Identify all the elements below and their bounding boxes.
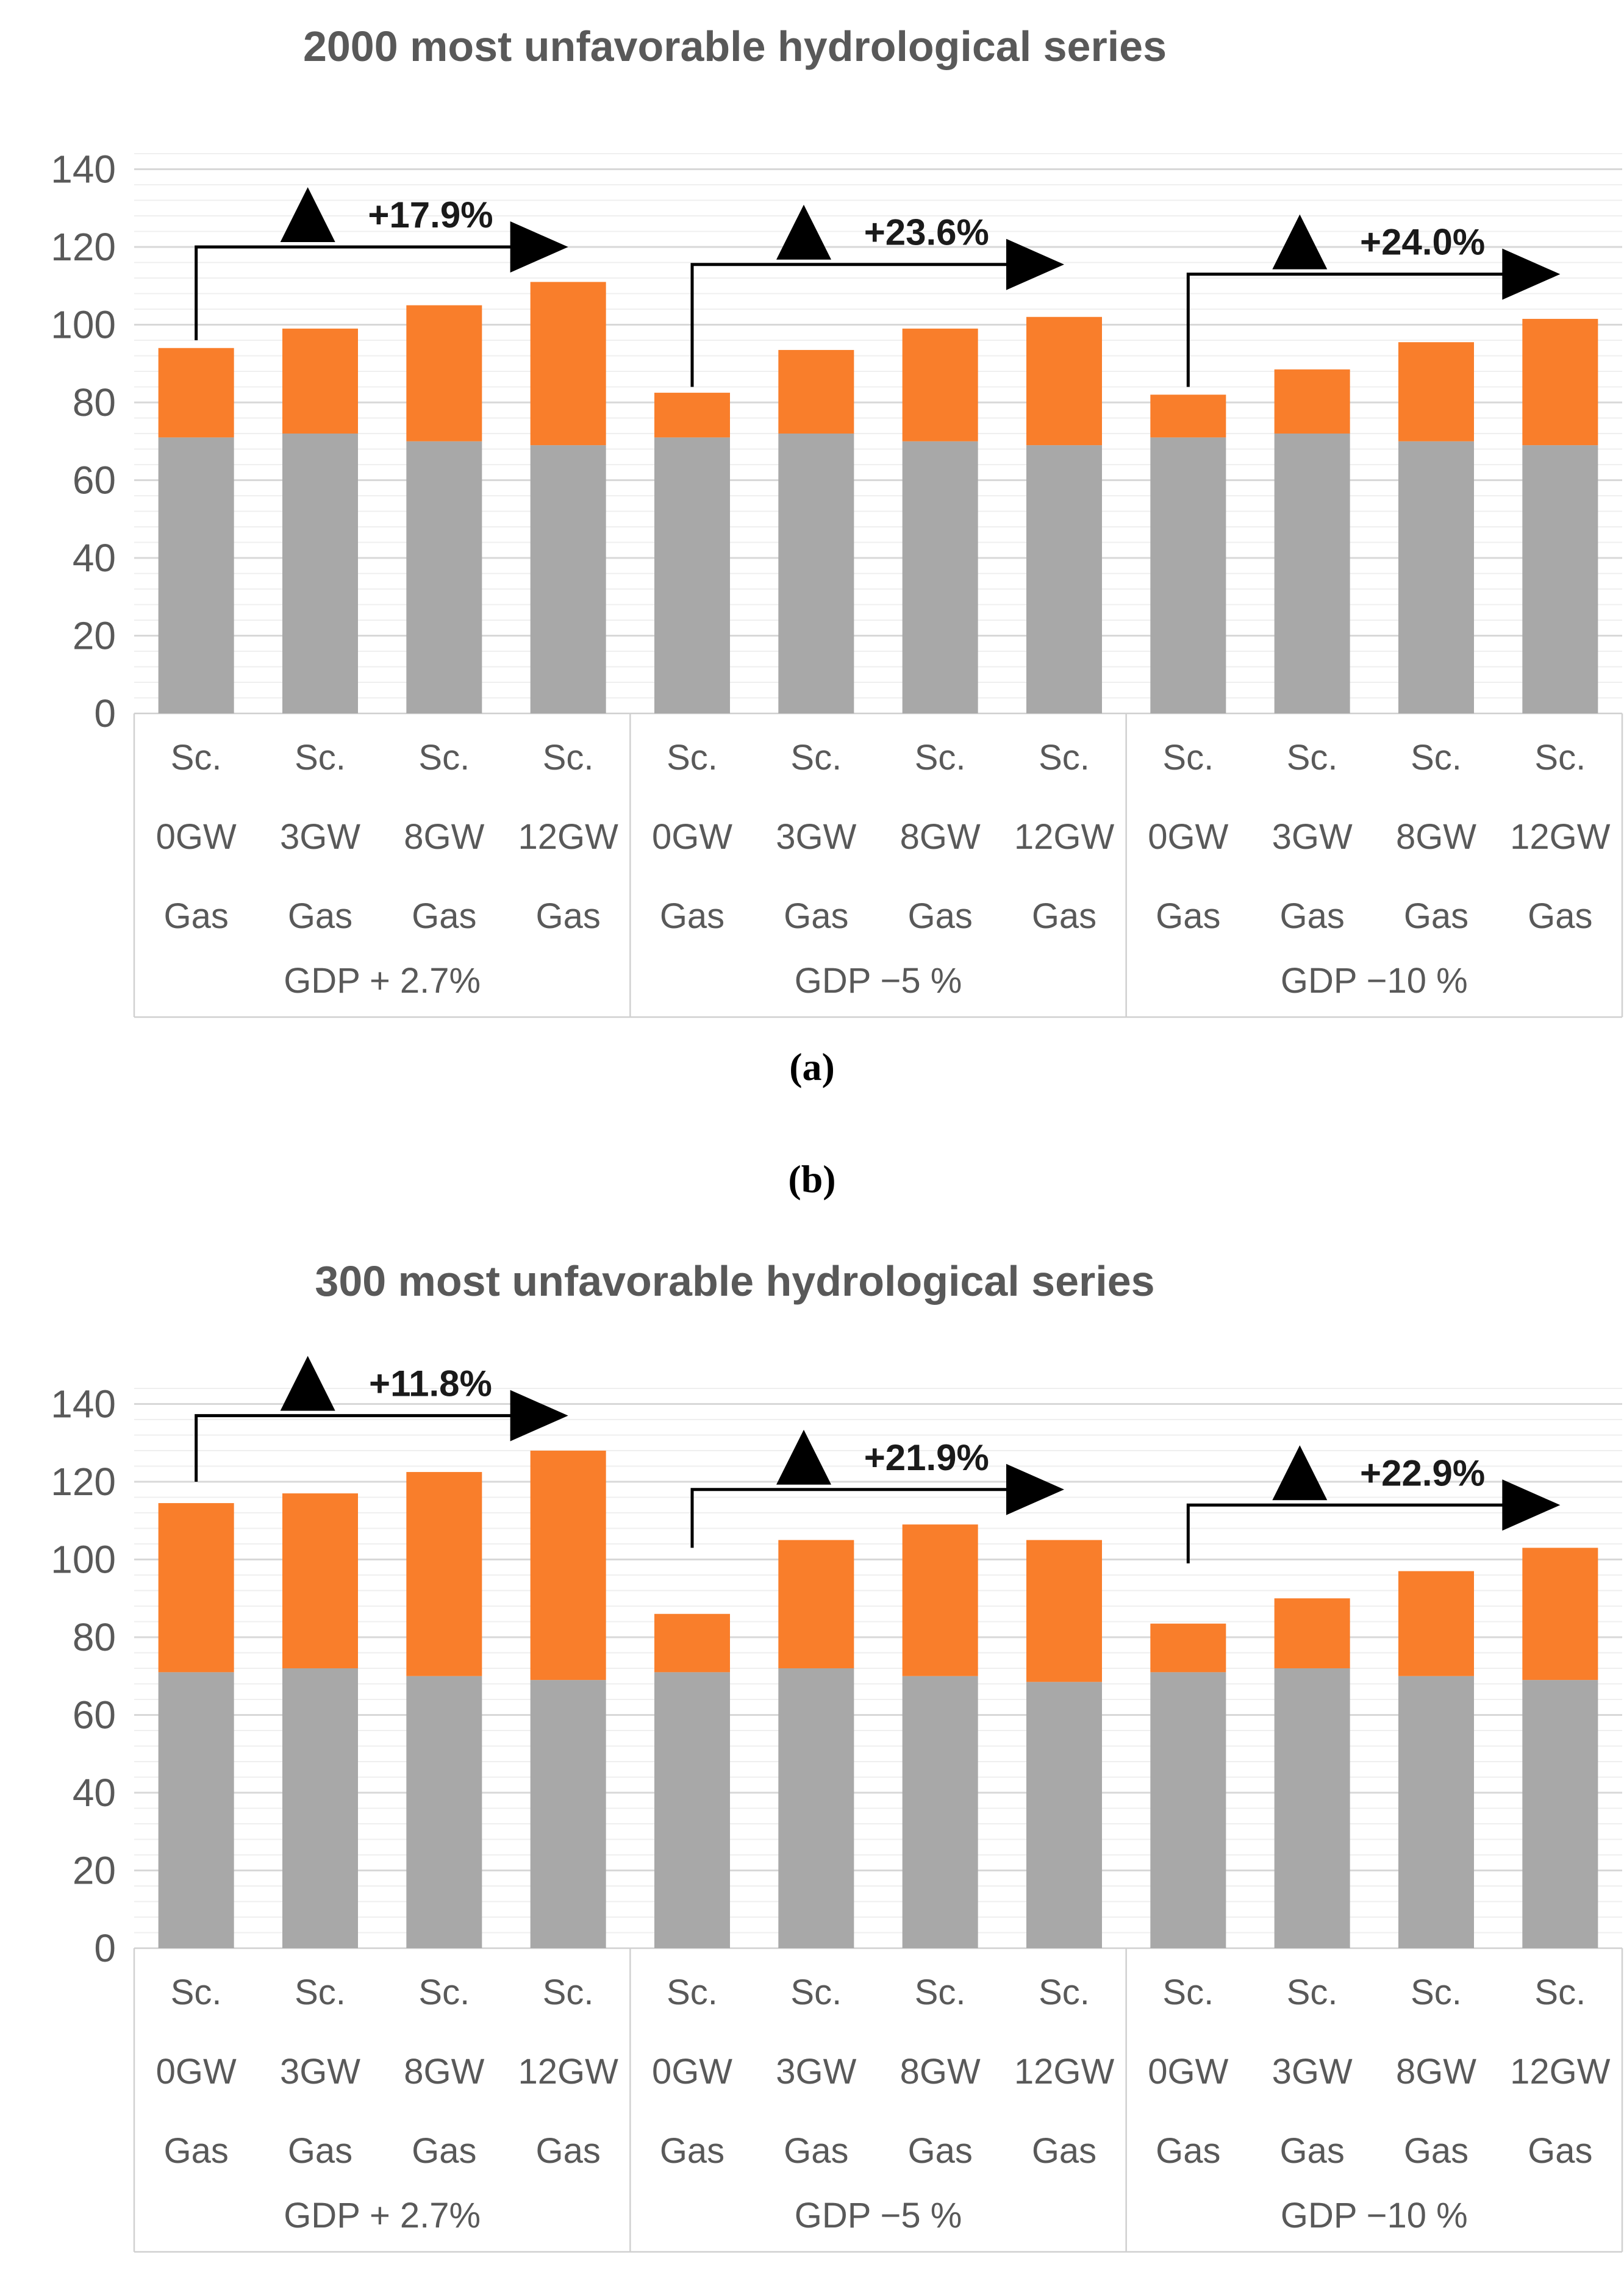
bar-orange-segment: [903, 329, 978, 441]
category-label-line: 8GW: [900, 2052, 981, 2091]
category-label-line: Gas: [1279, 896, 1345, 936]
bar-gray-segment: [778, 434, 854, 713]
category-label-line: 0GW: [651, 817, 733, 857]
category-label-line: Gas: [659, 2131, 725, 2171]
growth-label: +23.6%: [864, 212, 989, 253]
category-label-line: 8GW: [1395, 817, 1477, 857]
bar-orange-segment: [531, 282, 606, 445]
y-axis-label: 80: [72, 380, 116, 424]
category-label-line: 8GW: [404, 817, 485, 857]
bar-orange-segment: [282, 1493, 358, 1668]
category-label-line: Sc.: [1534, 738, 1586, 777]
bar-orange-segment: [282, 329, 358, 434]
y-axis-label: 100: [51, 302, 116, 347]
growth-arrowhead-icon: [1502, 249, 1560, 300]
category-label-line: Sc.: [790, 738, 842, 777]
category-label-line: Sc.: [667, 1973, 718, 2012]
y-axis-label: 40: [72, 1771, 116, 1815]
category-label-line: 3GW: [279, 817, 361, 857]
category-label-line: 8GW: [1395, 2052, 1477, 2091]
category-label-line: Sc.: [790, 1973, 842, 2012]
category-label-line: Gas: [784, 2131, 849, 2171]
category-label-line: Sc.: [170, 738, 222, 777]
bar-gray-segment: [903, 1676, 978, 1948]
bar-gray-segment: [531, 1680, 606, 1948]
category-label-line: Gas: [1403, 896, 1469, 936]
growth-arrowhead-icon: [510, 1390, 568, 1441]
bar-orange-segment: [1150, 1624, 1226, 1673]
growth-triangle-icon: [281, 187, 335, 242]
growth-arrowhead-icon: [510, 221, 568, 273]
bar-orange-segment: [1150, 395, 1226, 437]
bar-orange-segment: [654, 393, 730, 437]
y-axis-label: 80: [72, 1615, 116, 1659]
figure-caption-labels: [0, 1024, 1624, 1235]
category-label-line: Gas: [907, 2131, 973, 2171]
bar-orange-segment: [1522, 1548, 1598, 1680]
bar-gray-segment: [778, 1668, 854, 1948]
growth-arrowhead-icon: [1502, 1479, 1560, 1531]
category-label-line: Sc.: [1162, 1973, 1214, 2012]
bar-gray-segment: [159, 1672, 234, 1948]
category-label-line: 8GW: [404, 2052, 485, 2091]
y-axis-label: 60: [72, 1693, 116, 1737]
bar-orange-segment: [778, 1540, 854, 1668]
bar-orange-segment: [1522, 319, 1598, 445]
category-label-line: Gas: [287, 2131, 353, 2171]
category-label-line: Gas: [535, 896, 601, 936]
group-label: GDP −5 %: [794, 961, 962, 1001]
bar-orange-segment: [159, 1503, 234, 1672]
category-label-line: Gas: [907, 896, 973, 936]
bar-gray-segment: [1026, 1682, 1102, 1948]
y-axis-label: 140: [51, 1382, 116, 1426]
growth-triangle-icon: [1272, 1445, 1327, 1500]
bar-gray-segment: [406, 441, 482, 713]
growth-label: +21.9%: [864, 1437, 989, 1478]
category-label-line: Gas: [1031, 896, 1097, 936]
category-label-line: Sc.: [914, 738, 966, 777]
growth-triangle-icon: [776, 1430, 831, 1485]
category-label-line: 12GW: [1510, 817, 1611, 857]
category-label-line: Sc.: [1286, 738, 1338, 777]
category-label-line: Gas: [1156, 896, 1221, 936]
group-label: GDP + 2.7%: [284, 961, 481, 1001]
category-label-line: Sc.: [1534, 1973, 1586, 2012]
category-label-line: Gas: [1279, 2131, 1345, 2171]
bar-gray-segment: [1150, 1672, 1226, 1948]
category-label-line: Gas: [784, 896, 849, 936]
bar-gray-segment: [1522, 445, 1598, 713]
category-label-line: 12GW: [518, 2052, 618, 2091]
category-label-line: Sc.: [667, 738, 718, 777]
bar-orange-segment: [1026, 1540, 1102, 1682]
growth-label: +24.0%: [1360, 221, 1486, 263]
category-label-line: 12GW: [1510, 2052, 1611, 2091]
category-label-line: 3GW: [279, 2052, 361, 2091]
category-label-line: 8GW: [900, 817, 981, 857]
bar-orange-segment: [406, 305, 482, 441]
category-label-line: Gas: [1528, 896, 1593, 936]
y-axis-label: 40: [72, 536, 116, 580]
group-label: GDP + 2.7%: [284, 2196, 481, 2235]
category-label-line: Gas: [287, 896, 353, 936]
category-label-line: Gas: [1528, 2131, 1593, 2171]
bar-orange-segment: [654, 1614, 730, 1673]
y-axis-label: 0: [94, 1926, 116, 1970]
category-label-line: 12GW: [1014, 817, 1115, 857]
chart-a: [0, 0, 1624, 1024]
category-label-line: Sc.: [418, 1973, 470, 2012]
category-label-line: 0GW: [156, 817, 237, 857]
category-label-line: Gas: [1031, 2131, 1097, 2171]
growth-bracket: [1188, 1505, 1508, 1563]
y-axis-label: 20: [72, 1848, 116, 1893]
category-label-line: 0GW: [1148, 817, 1229, 857]
chart-a-plot: [51, 148, 1622, 1018]
bar-gray-segment: [406, 1676, 482, 1948]
y-axis-label: 100: [51, 1537, 116, 1582]
bar-orange-segment: [1026, 317, 1102, 445]
bar-orange-segment: [1398, 1571, 1474, 1676]
bar-gray-segment: [1398, 441, 1474, 713]
category-label-line: Sc.: [1411, 738, 1462, 777]
category-label-line: Gas: [1403, 2131, 1469, 2171]
category-label-line: Sc.: [914, 1973, 966, 2012]
category-label-line: Sc.: [295, 738, 346, 777]
bar-orange-segment: [903, 1524, 978, 1676]
chart-a-title: 2000 most unfavorable hydrological series: [302, 23, 1167, 70]
bar-orange-segment: [159, 348, 234, 438]
category-label-line: Sc.: [1039, 738, 1090, 777]
bar-gray-segment: [1026, 445, 1102, 713]
bar-orange-segment: [1275, 1598, 1350, 1668]
category-label-line: Sc.: [1039, 1973, 1090, 2012]
group-label: GDP −10 %: [1280, 961, 1468, 1001]
group-label: GDP −10 %: [1280, 2196, 1468, 2235]
y-axis-label: 20: [72, 613, 116, 658]
category-label-line: Gas: [412, 896, 477, 936]
bar-gray-segment: [654, 1672, 730, 1948]
chart-b-plot: [51, 1356, 1622, 2252]
y-axis-label: 60: [72, 458, 116, 502]
bar-gray-segment: [1150, 437, 1226, 713]
bar-gray-segment: [1522, 1680, 1598, 1948]
bottom-padding: [0, 2259, 1624, 2286]
bar-gray-segment: [531, 445, 606, 713]
bar-gray-segment: [654, 437, 730, 713]
category-label-line: Gas: [163, 2131, 229, 2171]
category-label-line: Gas: [163, 896, 229, 936]
bar-orange-segment: [1275, 370, 1350, 434]
growth-label: +17.9%: [368, 195, 493, 235]
category-label-line: Sc.: [1162, 738, 1214, 777]
category-label-line: Sc.: [418, 738, 470, 777]
y-axis-label: 0: [94, 691, 116, 735]
growth-arrowhead-icon: [1006, 1464, 1064, 1515]
bar-gray-segment: [1275, 434, 1350, 713]
growth-triangle-icon: [1272, 215, 1327, 270]
category-label-line: 3GW: [1272, 2052, 1353, 2091]
growth-label: +11.8%: [369, 1363, 492, 1404]
category-label-line: Sc.: [542, 1973, 594, 2012]
category-label-line: 3GW: [1272, 817, 1353, 857]
bar-gray-segment: [1275, 1668, 1350, 1948]
category-label-line: Gas: [535, 2131, 601, 2171]
category-label-line: Gas: [659, 896, 725, 936]
category-label-line: Sc.: [1411, 1973, 1462, 2012]
category-label-line: 3GW: [776, 2052, 857, 2091]
category-label-line: Sc.: [542, 738, 594, 777]
category-label-line: Gas: [412, 2131, 477, 2171]
bar-gray-segment: [159, 437, 234, 713]
bar-orange-segment: [406, 1472, 482, 1676]
chart-b: [0, 1235, 1624, 2259]
bar-orange-segment: [531, 1451, 606, 1680]
category-label-line: 0GW: [156, 2052, 237, 2091]
group-label: GDP −5 %: [794, 2196, 962, 2235]
category-label-line: 3GW: [776, 817, 857, 857]
figure-label-a: (a): [789, 1045, 835, 1088]
category-label-line: 12GW: [518, 817, 618, 857]
growth-triangle-icon: [281, 1356, 335, 1411]
y-axis-label: 140: [51, 147, 116, 191]
bar-orange-segment: [778, 350, 854, 434]
category-label-line: Sc.: [295, 1973, 346, 2012]
bar-gray-segment: [282, 434, 358, 713]
category-label-line: Sc.: [1286, 1973, 1338, 2012]
category-label-line: Sc.: [170, 1973, 222, 2012]
growth-bracket: [196, 1416, 517, 1482]
chart-b-title: 300 most unfavorable hydrological series: [315, 1257, 1155, 1305]
category-label-line: 12GW: [1014, 2052, 1115, 2091]
bar-gray-segment: [903, 441, 978, 713]
bar-gray-segment: [1398, 1676, 1474, 1948]
growth-triangle-icon: [776, 205, 831, 260]
category-label-line: Gas: [1156, 2131, 1221, 2171]
category-label-line: 0GW: [1148, 2052, 1229, 2091]
growth-label: +22.9%: [1360, 1452, 1486, 1494]
y-axis-label: 120: [51, 1460, 116, 1504]
bar-gray-segment: [282, 1668, 358, 1948]
category-label-line: 0GW: [651, 2052, 733, 2091]
bar-orange-segment: [1398, 342, 1474, 441]
figure-label-b: (b): [788, 1157, 836, 1201]
y-axis-label: 120: [51, 225, 116, 269]
